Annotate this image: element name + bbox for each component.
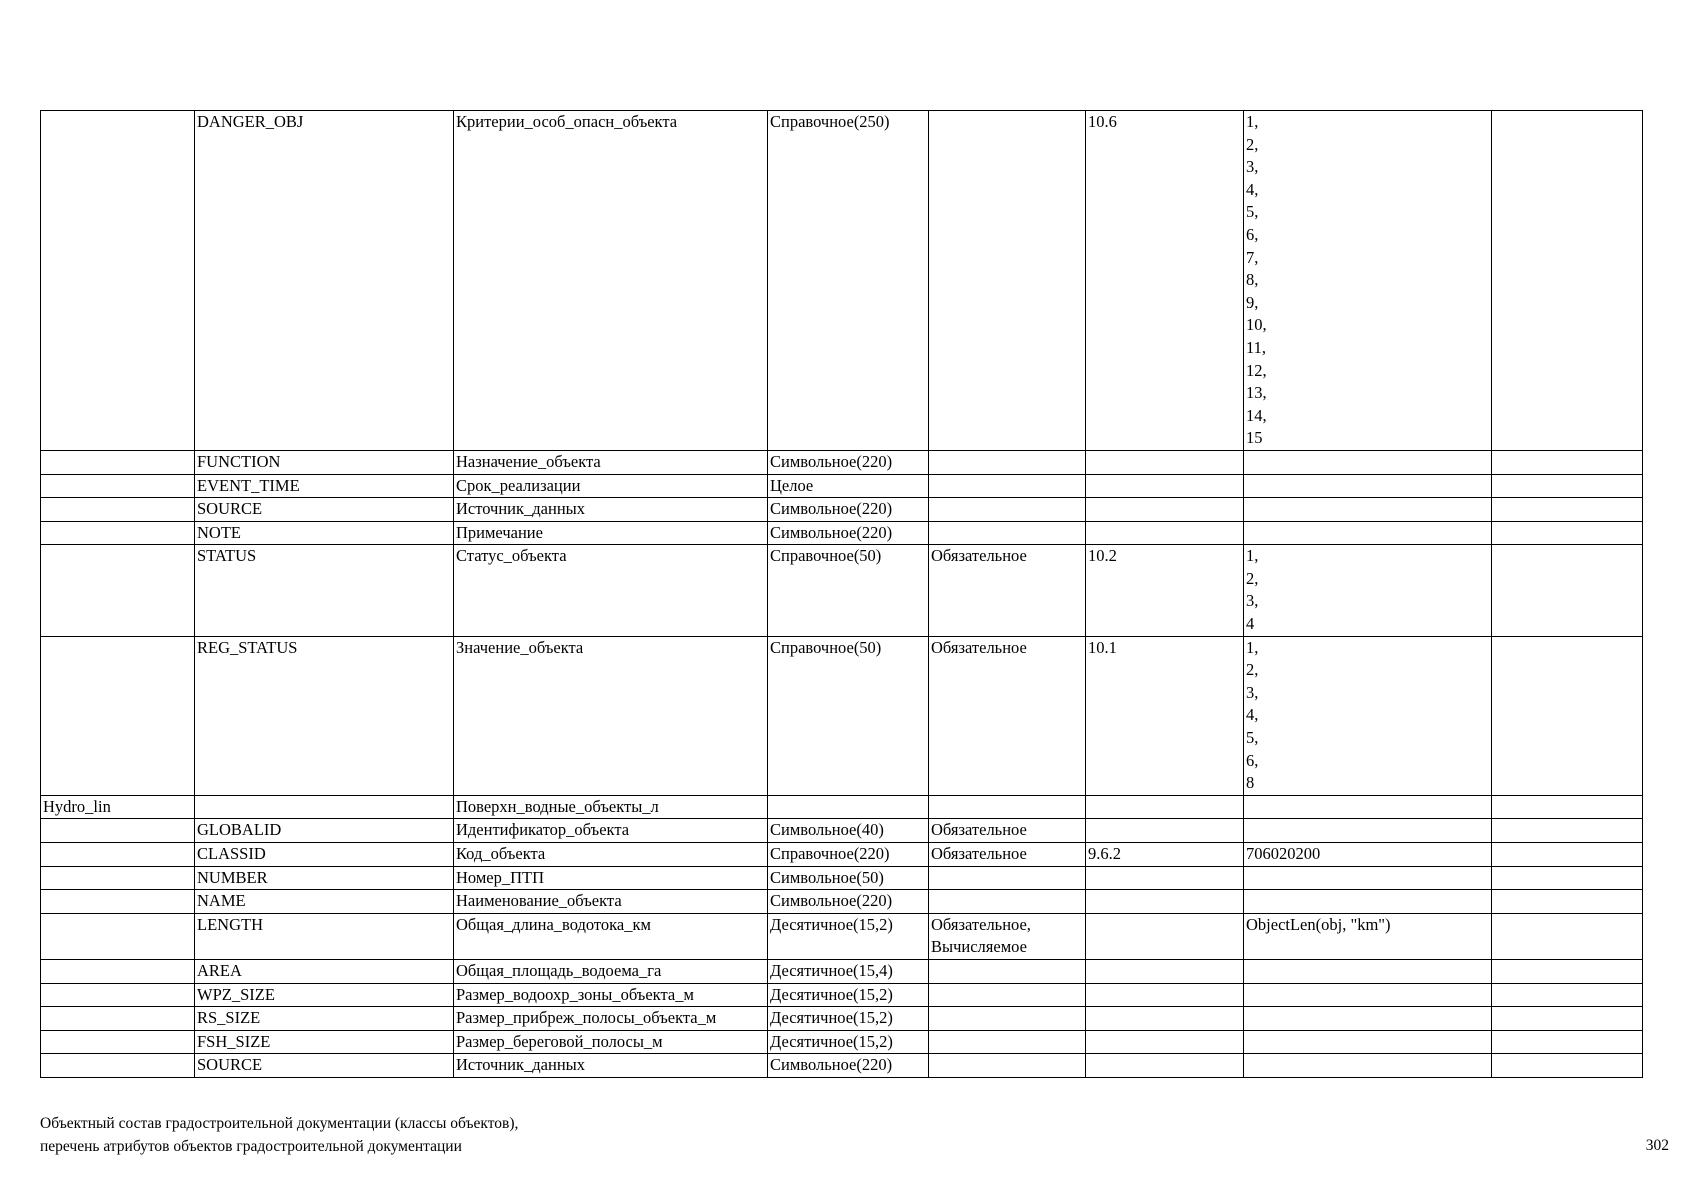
footer-line-2: перечень атрибутов объектов градостроительной документации <box>40 1137 462 1155</box>
class-cell: Hydro_lin <box>41 795 195 819</box>
notes-cell <box>1492 636 1643 795</box>
values-cell <box>1244 1007 1492 1031</box>
class-cell <box>41 866 195 890</box>
values-cell <box>1244 498 1492 522</box>
attribute-name-cell: NOTE <box>195 521 454 545</box>
attribute-name-cell <box>195 795 454 819</box>
class-cell <box>41 819 195 843</box>
requirement-cell <box>929 450 1086 474</box>
description-cell: Источник_данных <box>454 1054 768 1078</box>
reference-cell <box>1086 498 1244 522</box>
requirement-cell: Обязательное <box>929 843 1086 867</box>
notes-cell <box>1492 498 1643 522</box>
table-row <box>41 1030 1643 1054</box>
attribute-name-cell: STATUS <box>195 545 454 636</box>
type-cell: Символьное(220) <box>768 890 929 914</box>
class-cell <box>41 545 195 636</box>
type-cell: Десятичное(15,2) <box>768 1007 929 1031</box>
requirement-cell <box>929 1054 1086 1078</box>
attribute-name-cell: EVENT_TIME <box>195 474 454 498</box>
notes-cell <box>1492 795 1643 819</box>
table-row <box>41 111 1643 451</box>
attribute-name-cell: RS_SIZE <box>195 1007 454 1031</box>
type-cell: Символьное(220) <box>768 450 929 474</box>
description-cell: Размер_прибреж_полосы_объекта_м <box>454 1007 768 1031</box>
requirement-cell <box>929 983 1086 1007</box>
attribute-name-cell: GLOBALID <box>195 819 454 843</box>
reference-cell <box>1086 1030 1244 1054</box>
class-cell <box>41 983 195 1007</box>
reference-cell <box>1086 521 1244 545</box>
description-cell: Общая_площадь_водоема_га <box>454 959 768 983</box>
table-row <box>41 913 1643 959</box>
type-cell: Справочное(50) <box>768 545 929 636</box>
values-cell: 706020200 <box>1244 843 1492 867</box>
reference-cell: 9.6.2 <box>1086 843 1244 867</box>
reference-cell <box>1086 1007 1244 1031</box>
requirement-cell: Обязательное <box>929 545 1086 636</box>
attribute-name-cell: NUMBER <box>195 866 454 890</box>
table-row <box>41 521 1643 545</box>
requirement-cell <box>929 474 1086 498</box>
reference-cell <box>1086 959 1244 983</box>
attribute-name-cell: SOURCE <box>195 498 454 522</box>
values-cell <box>1244 959 1492 983</box>
table-body <box>41 111 1643 1078</box>
description-cell: Размер_водоохр_зоны_объекта_м <box>454 983 768 1007</box>
description-cell: Наименование_объекта <box>454 890 768 914</box>
table-row <box>41 819 1643 843</box>
reference-cell <box>1086 866 1244 890</box>
class-cell <box>41 111 195 451</box>
description-cell: Размер_береговой_полосы_м <box>454 1030 768 1054</box>
reference-cell <box>1086 474 1244 498</box>
values-cell <box>1244 521 1492 545</box>
notes-cell <box>1492 545 1643 636</box>
requirement-cell <box>929 1030 1086 1054</box>
description-cell: Значение_объекта <box>454 636 768 795</box>
class-cell <box>41 1007 195 1031</box>
reference-cell: 10.2 <box>1086 545 1244 636</box>
table-row <box>41 983 1643 1007</box>
class-cell <box>41 1030 195 1054</box>
type-cell: Символьное(220) <box>768 1054 929 1078</box>
class-cell <box>41 474 195 498</box>
values-cell <box>1244 1054 1492 1078</box>
type-cell: Символьное(50) <box>768 866 929 890</box>
notes-cell <box>1492 913 1643 959</box>
type-cell: Символьное(220) <box>768 498 929 522</box>
description-cell: Источник_данных <box>454 498 768 522</box>
reference-cell: 10.6 <box>1086 111 1244 451</box>
class-cell <box>41 521 195 545</box>
requirement-cell <box>929 795 1086 819</box>
description-cell: Идентификатор_объекта <box>454 819 768 843</box>
type-cell <box>768 795 929 819</box>
attribute-name-cell: FUNCTION <box>195 450 454 474</box>
attributes-table <box>40 110 1643 1078</box>
requirement-cell <box>929 1007 1086 1031</box>
notes-cell <box>1492 983 1643 1007</box>
table-row <box>41 843 1643 867</box>
values-cell: ObjectLen(obj, "km") <box>1244 913 1492 959</box>
attribute-name-cell: CLASSID <box>195 843 454 867</box>
notes-cell <box>1492 819 1643 843</box>
table-row <box>41 866 1643 890</box>
type-cell: Целое <box>768 474 929 498</box>
attribute-name-cell: AREA <box>195 959 454 983</box>
values-cell <box>1244 819 1492 843</box>
footer-line-1: Объектный состав градостроительной документации (классы объектов), <box>40 1115 519 1132</box>
values-cell <box>1244 1030 1492 1054</box>
type-cell: Десятичное(15,2) <box>768 913 929 959</box>
table-row <box>41 1007 1643 1031</box>
requirement-cell: Обязательное, Вычисляемое <box>929 913 1086 959</box>
reference-cell <box>1086 450 1244 474</box>
type-cell: Справочное(250) <box>768 111 929 451</box>
table-row <box>41 890 1643 914</box>
notes-cell <box>1492 890 1643 914</box>
footer <box>40 1113 518 1158</box>
class-cell <box>41 636 195 795</box>
table-row <box>41 450 1643 474</box>
reference-cell <box>1086 819 1244 843</box>
values-cell: 1, 2, 3, 4 <box>1244 545 1492 636</box>
reference-cell: 10.1 <box>1086 636 1244 795</box>
attribute-name-cell: DANGER_OBJ <box>195 111 454 451</box>
description-cell: Номер_ПТП <box>454 866 768 890</box>
description-cell: Общая_длина_водотока_км <box>454 913 768 959</box>
description-cell: Критерии_особ_опасн_объекта <box>454 111 768 451</box>
notes-cell <box>1492 521 1643 545</box>
description-cell: Примечание <box>454 521 768 545</box>
attribute-name-cell: REG_STATUS <box>195 636 454 795</box>
class-cell <box>41 843 195 867</box>
description-cell: Срок_реализации <box>454 474 768 498</box>
table-row <box>41 795 1643 819</box>
description-cell: Код_объекта <box>454 843 768 867</box>
values-cell: 1, 2, 3, 4, 5, 6, 8 <box>1244 636 1492 795</box>
attribute-name-cell: FSH_SIZE <box>195 1030 454 1054</box>
type-cell: Десятичное(15,2) <box>768 983 929 1007</box>
table-row <box>41 474 1643 498</box>
class-cell <box>41 1054 195 1078</box>
type-cell: Десятичное(15,4) <box>768 959 929 983</box>
notes-cell <box>1492 111 1643 451</box>
table-row <box>41 545 1643 636</box>
requirement-cell <box>929 111 1086 451</box>
type-cell: Символьное(220) <box>768 521 929 545</box>
attribute-name-cell: WPZ_SIZE <box>195 983 454 1007</box>
notes-cell <box>1492 1007 1643 1031</box>
reference-cell <box>1086 890 1244 914</box>
reference-cell <box>1086 983 1244 1007</box>
attribute-name-cell: SOURCE <box>195 1054 454 1078</box>
notes-cell <box>1492 866 1643 890</box>
requirement-cell <box>929 890 1086 914</box>
attribute-name-cell: LENGTH <box>195 913 454 959</box>
table-row <box>41 498 1643 522</box>
requirement-cell <box>929 521 1086 545</box>
type-cell: Справочное(50) <box>768 636 929 795</box>
table-row <box>41 1054 1643 1078</box>
reference-cell <box>1086 913 1244 959</box>
values-cell <box>1244 890 1492 914</box>
notes-cell <box>1492 450 1643 474</box>
reference-cell <box>1086 795 1244 819</box>
notes-cell <box>1492 959 1643 983</box>
notes-cell <box>1492 474 1643 498</box>
class-cell <box>41 498 195 522</box>
class-cell <box>41 913 195 959</box>
type-cell: Десятичное(15,2) <box>768 1030 929 1054</box>
class-cell <box>41 890 195 914</box>
requirement-cell <box>929 959 1086 983</box>
description-cell: Назначение_объекта <box>454 450 768 474</box>
notes-cell <box>1492 843 1643 867</box>
class-cell <box>41 959 195 983</box>
table-row <box>41 959 1643 983</box>
values-cell: 1, 2, 3, 4, 5, 6, 7, 8, 9, 10, 11, 12, 13, 14, 15 <box>1244 111 1492 451</box>
values-cell <box>1244 450 1492 474</box>
type-cell: Справочное(220) <box>768 843 929 867</box>
requirement-cell: Обязательное <box>929 636 1086 795</box>
notes-cell <box>1492 1054 1643 1078</box>
values-cell <box>1244 983 1492 1007</box>
values-cell <box>1244 795 1492 819</box>
table-row <box>41 636 1643 795</box>
requirement-cell: Обязательное <box>929 819 1086 843</box>
values-cell <box>1244 866 1492 890</box>
type-cell: Символьное(40) <box>768 819 929 843</box>
requirement-cell <box>929 498 1086 522</box>
attribute-name-cell: NAME <box>195 890 454 914</box>
notes-cell <box>1492 1030 1643 1054</box>
page-number: 302 <box>1645 1137 1669 1154</box>
class-cell <box>41 450 195 474</box>
reference-cell <box>1086 1054 1244 1078</box>
description-cell: Поверхн_водные_объекты_л <box>454 795 768 819</box>
values-cell <box>1244 474 1492 498</box>
description-cell: Статус_объекта <box>454 545 768 636</box>
requirement-cell <box>929 866 1086 890</box>
